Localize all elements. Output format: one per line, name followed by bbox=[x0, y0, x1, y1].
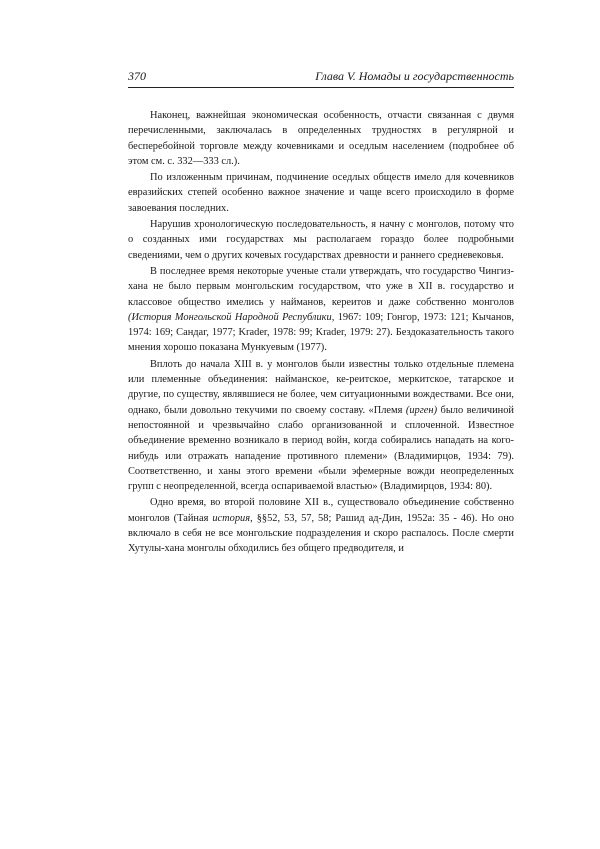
italic-text: (ирген) bbox=[405, 404, 438, 416]
paragraph bbox=[128, 170, 514, 216]
text-segment: §§52, 53, 57, 58; Рашид ад-Дин, 1952а: 35 - 46). Но оно включало в себя не все монгольские подразделения и скоро распалось. После смерти Хутулы-хана монголы обходились без общего предводителя, и bbox=[128, 512, 514, 555]
paragraph bbox=[128, 264, 514, 356]
text-segment: Одно время, во второй половине XII в., существовало объединение собственно монголов (Тайная bbox=[128, 497, 514, 524]
text-segment: Наконец, важнейшая экономическая особенность, отчасти связанная с двумя перечисленными, заключалась в определенных трудностях в регулярной и бесперебойной торговле между кочевниками и оседлым населением (подробнее об этом см. с. 332—333 сл.). bbox=[128, 110, 514, 167]
paragraph bbox=[128, 357, 514, 495]
text-segment: было величиной непостоянной и чрезвычайно слабо организованной и сплоченной. Известное объединение временно возникало в период войн, когда собирались нападать на кого-нибудь или отражать нападение противного племени» (Владимирцов, 1934: 79). Соответственно, и ханы этого времени «были эфемерные вожди неопределенных групп с неопределенной, всегда оспариваемой властью» (Владимирцов, 1934: 80). bbox=[128, 404, 514, 493]
italic-text: (История Монгольской Народной Республики, bbox=[128, 311, 335, 323]
book-page bbox=[128, 68, 514, 558]
paragraph bbox=[128, 495, 514, 556]
text-segment: В последнее время некоторые ученые стали утверждать, что государство Чингиз-хана не было первым монгольским государством, что уже в XII в. государство и классовое общество имелись у найманов, кереитов и даже собственно монголов bbox=[128, 265, 514, 308]
text-segment: По изложенным причинам, подчинение оседлых обществ имело для кочевников евразийских степей особенно важное значение и чаще всего происходило в форме завоевания последних. bbox=[128, 172, 514, 214]
paragraph bbox=[128, 108, 514, 169]
body-text bbox=[128, 108, 514, 557]
paragraph bbox=[128, 217, 514, 263]
text-segment: Вплоть до начала XIII в. у монголов были известны только отдельные племена или племенные объединения: найманское, ке-реитское, меркитское, татарское и другие, по существу, являвшиеся не более, чем ситуационными вождествами. Все они, однако, были довольно текучими по своему составу. «Племя bbox=[128, 358, 514, 416]
text-segment: Нарушив хронологическую последовательность, я начну с монголов, потому что о созданных ими государствах мы располагаем гораздо более подробными сведениями, чем о других кочевых государствах древности и раннего средневековья. bbox=[128, 219, 514, 261]
italic-text: история, bbox=[212, 512, 253, 524]
running-header bbox=[128, 68, 514, 88]
chapter-title: Глава V. Номады и государственность bbox=[315, 69, 514, 83]
page-number: 370 bbox=[128, 69, 146, 83]
text-segment: 1967: 109; Гонгор, 1973: 121; Кычанов, 1974: 169; Сандаг, 1977; Krader, 1978: 99; Krader, 1979: 27). Бездоказательность такого мнения хорошо показана Мункуевым (1977). bbox=[128, 311, 514, 354]
